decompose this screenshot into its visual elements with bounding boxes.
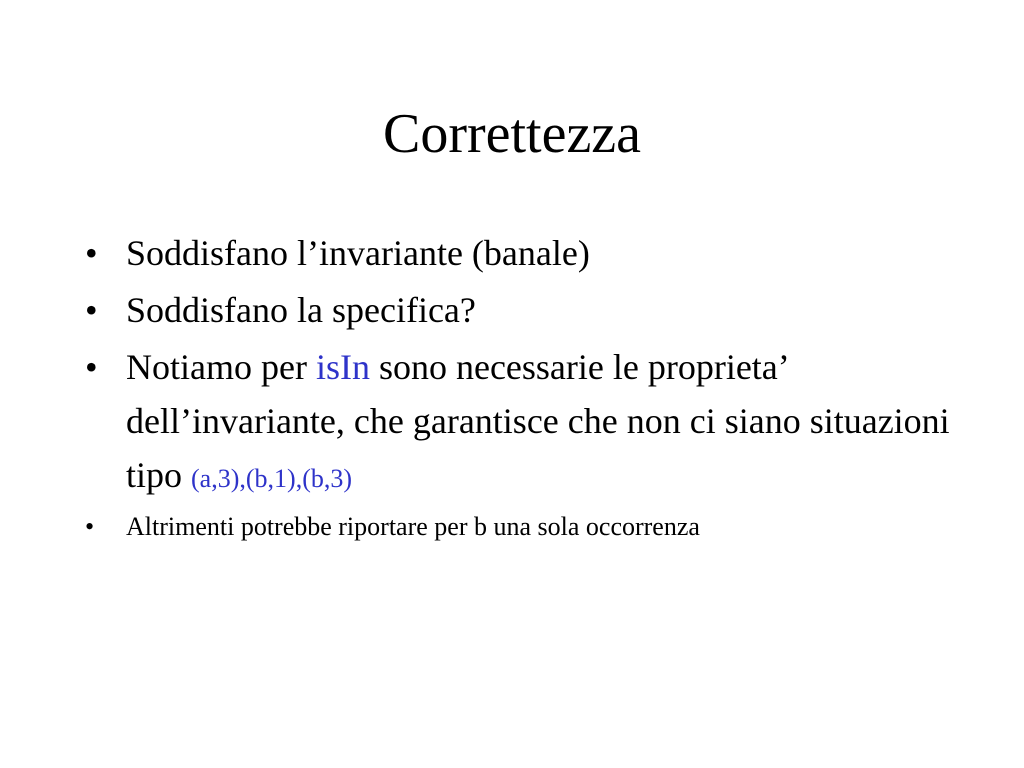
bullet-text: Soddisfano la specifica? (126, 290, 476, 330)
bullet-icon: • (85, 512, 95, 541)
bullet-text-before: Notiamo per (126, 347, 316, 387)
isin-highlight: isIn (315, 347, 370, 387)
bullet-item (85, 340, 965, 506)
bullet-item (85, 509, 965, 545)
example-sequence: (a,3),(b,1),(b,3) (191, 464, 353, 493)
bullet-text: Altrimenti potrebbe riportare per b una sola occorrenza (126, 512, 700, 541)
bullet-text-after: sono necessarie le proprieta’ dell’invariante, che garantisce che non ci siano situazioni tipo (126, 347, 950, 495)
bullet-item (85, 283, 965, 337)
bullet-icon: • (85, 290, 98, 330)
bullet-text: Soddisfano l’invariante (banale) (126, 233, 590, 273)
bullet-list (85, 226, 965, 548)
bullet-icon: • (85, 347, 98, 387)
bullet-icon: • (85, 233, 98, 273)
bullet-item (85, 226, 965, 280)
slide-title: Correttezza (382, 103, 642, 165)
